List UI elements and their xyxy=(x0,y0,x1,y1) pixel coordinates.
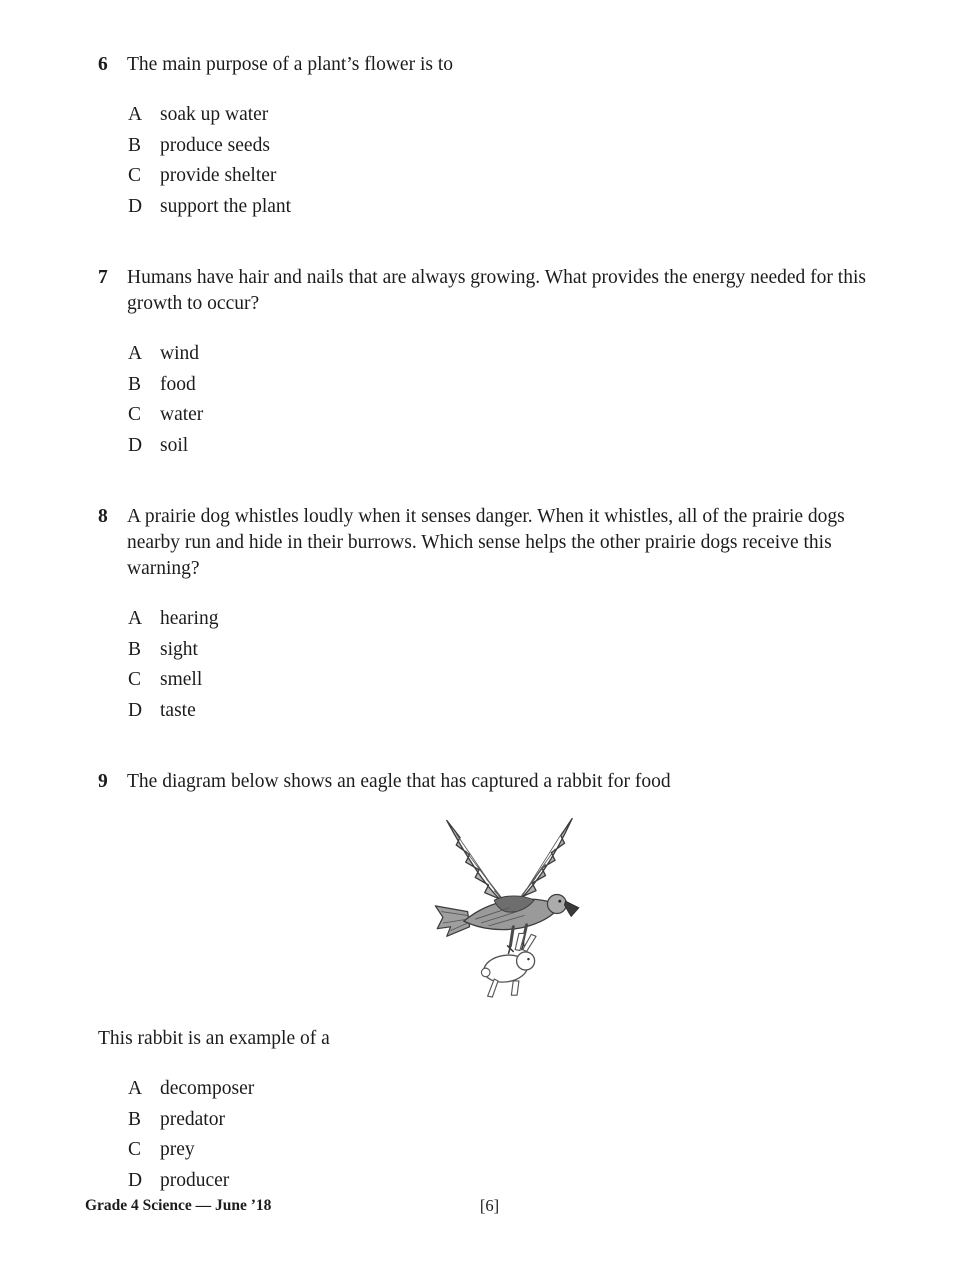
choice-text: smell xyxy=(160,669,203,690)
choice-letter: C xyxy=(128,165,142,186)
choice-text: decomposer xyxy=(160,1078,255,1099)
question-text: Humans have hair and nails that are always growing. What provides the energy needed for this growth to occur? xyxy=(127,267,866,314)
choice-text: water xyxy=(160,404,204,425)
question-number: 6 xyxy=(98,54,108,75)
question-number: 8 xyxy=(98,506,108,527)
choice-text: predator xyxy=(160,1108,225,1130)
choice-letter: D xyxy=(128,1169,143,1191)
choice-letter: A xyxy=(128,608,143,629)
choice-text: wind xyxy=(160,343,199,364)
choice-text: soil xyxy=(160,434,189,456)
choice-letter: A xyxy=(128,343,143,364)
choice-text: produce seeds xyxy=(160,134,270,156)
choice-text: soak up water xyxy=(160,104,269,125)
question-8-choices xyxy=(128,604,919,726)
question-6-head xyxy=(98,52,919,78)
choice-letter: C xyxy=(128,1139,142,1160)
choice-option xyxy=(128,665,919,696)
choice-option xyxy=(128,696,919,727)
choice-letter: B xyxy=(128,373,142,395)
choice-letter: C xyxy=(128,669,142,690)
choice-text: producer xyxy=(160,1169,230,1191)
question-6 xyxy=(0,52,979,222)
question-7 xyxy=(0,265,979,461)
question-7-head xyxy=(98,265,919,317)
choice-text: taste xyxy=(160,699,196,721)
choice-letter: D xyxy=(128,195,143,217)
choice-text: sight xyxy=(160,638,198,660)
choice-letter: A xyxy=(128,104,143,125)
choice-letter: C xyxy=(128,404,142,425)
choice-text: food xyxy=(160,373,196,395)
question-8-head xyxy=(98,504,919,582)
choice-option xyxy=(128,370,919,401)
choice-option xyxy=(128,1135,919,1166)
question-7-choices xyxy=(128,339,919,461)
choice-letter: A xyxy=(128,1078,143,1099)
question-number: 9 xyxy=(98,771,108,792)
choice-option xyxy=(128,1105,919,1136)
choice-option xyxy=(128,400,919,431)
question-9 xyxy=(0,769,979,1196)
footer-page-number: [6] xyxy=(479,1196,500,1215)
choice-letter: B xyxy=(128,638,142,660)
choice-letter: D xyxy=(128,699,143,721)
choice-option xyxy=(128,100,919,131)
choice-option xyxy=(128,161,919,192)
choice-option xyxy=(128,604,919,635)
question-text: A prairie dog whistles loudly when it senses danger. When it whistles, all of the prairie dogs nearby run and hide in their burrows. Which sense helps the other prairie dogs receive this warning? xyxy=(127,506,845,579)
question-text: The diagram below shows an eagle that has captured a rabbit for food xyxy=(127,771,671,792)
choice-letter: B xyxy=(128,1108,142,1130)
eagle-rabbit-figure xyxy=(426,809,591,1004)
eagle-carrying-rabbit-illustration xyxy=(426,809,591,999)
choice-text: provide shelter xyxy=(160,165,277,186)
choice-letter: D xyxy=(128,434,143,456)
question-9-head xyxy=(98,769,919,795)
choice-text: hearing xyxy=(160,608,219,629)
choice-letter: B xyxy=(128,134,142,156)
choice-option xyxy=(128,339,919,370)
choice-option xyxy=(128,1074,919,1105)
question-number: 7 xyxy=(98,267,108,288)
question-9-choices xyxy=(128,1074,919,1196)
question-9-followup: This rabbit is an example of a xyxy=(98,1028,330,1049)
footer-exam-title: Grade 4 Science — June ’18 xyxy=(85,1197,272,1214)
question-text: The main purpose of a plant’s flower is to xyxy=(127,54,454,75)
question-6-choices xyxy=(128,100,919,222)
choice-text: support the plant xyxy=(160,195,292,217)
choice-option xyxy=(128,131,919,162)
choice-option xyxy=(128,431,919,462)
question-8 xyxy=(0,504,979,726)
choice-text: prey xyxy=(160,1139,195,1160)
choice-option xyxy=(128,1166,919,1197)
choice-option xyxy=(128,192,919,223)
choice-option xyxy=(128,635,919,666)
